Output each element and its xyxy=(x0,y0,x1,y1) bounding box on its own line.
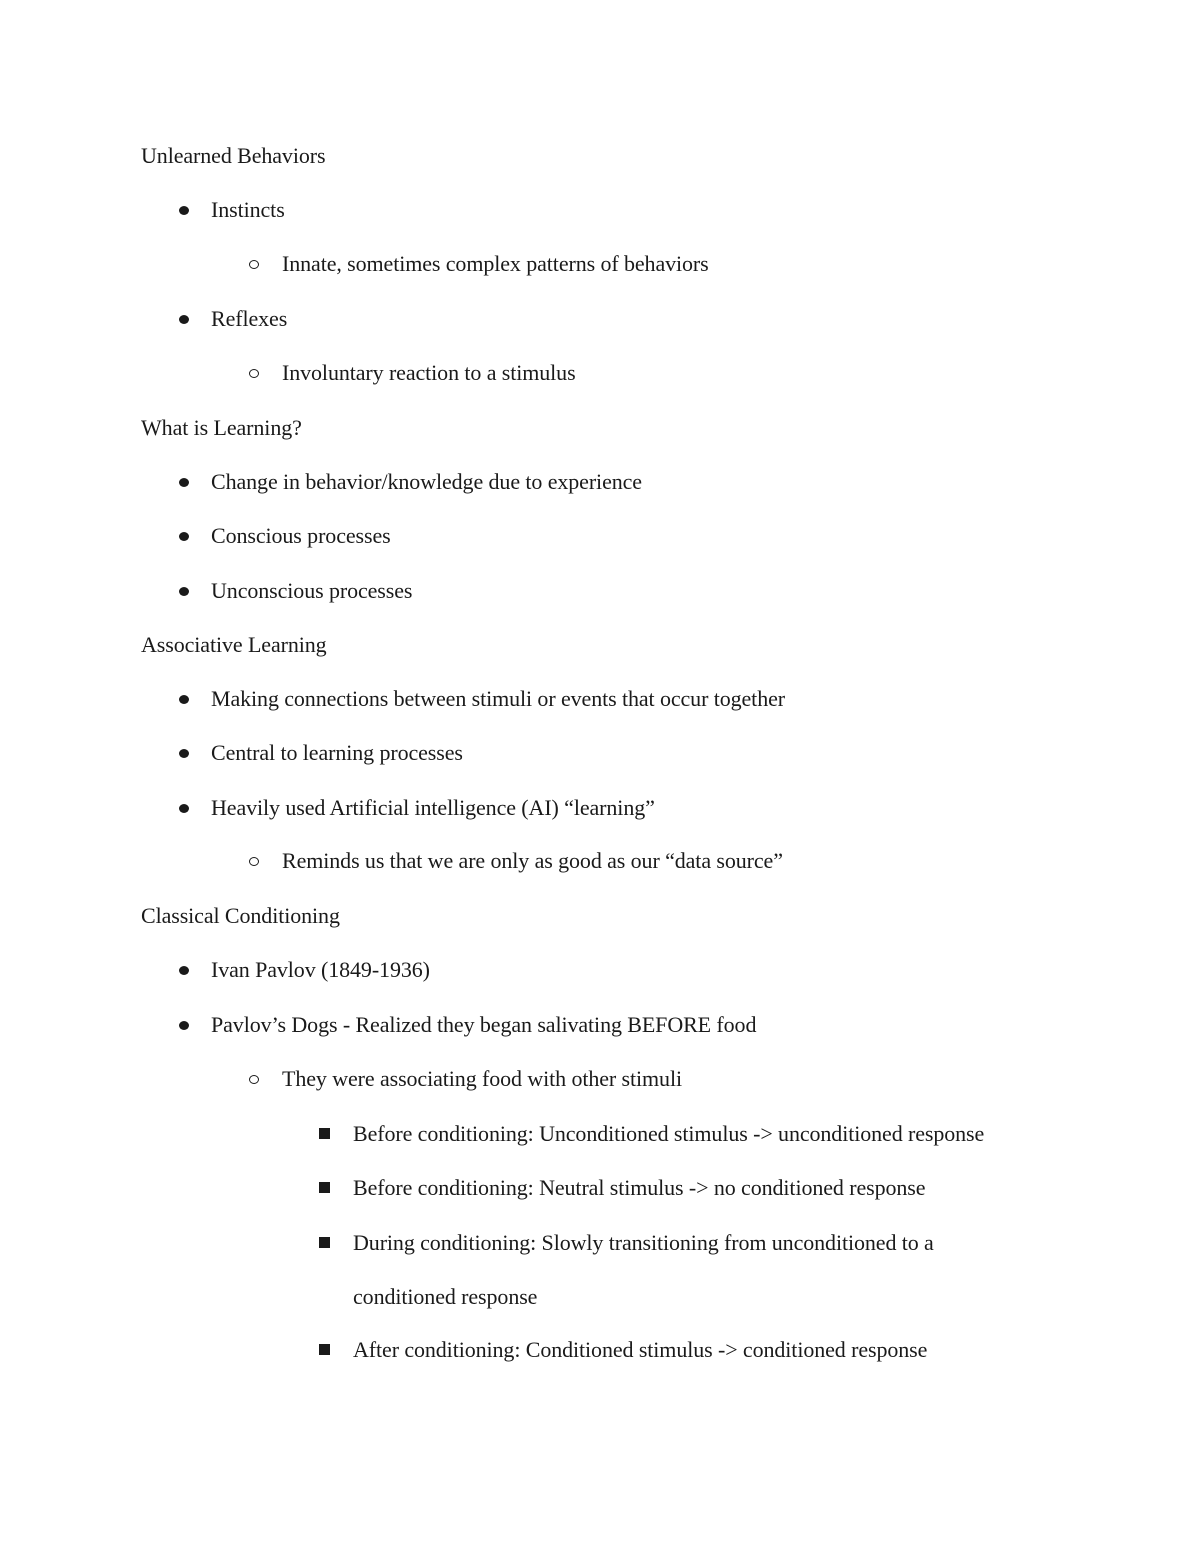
list-item: Ivan Pavlov (1849-1936) xyxy=(211,957,430,982)
section-heading: What is Learning? xyxy=(141,415,302,440)
list-item: Reflexes xyxy=(211,306,288,331)
list-item: During conditioning: Slowly transitioning from unconditioned to a xyxy=(353,1230,934,1255)
disc-bullet-icon xyxy=(179,749,189,758)
list-item: Conscious processes xyxy=(211,523,391,548)
list-item: Pavlov’s Dogs - Realized they began salivating BEFORE food xyxy=(211,1012,757,1037)
circle-bullet-icon xyxy=(249,260,259,269)
list-item: Heavily used Artificial intelligence (AI) “learning” xyxy=(211,795,655,820)
section-heading: Associative Learning xyxy=(141,632,327,657)
section-heading: Unlearned Behaviors xyxy=(141,143,326,168)
circle-bullet-icon xyxy=(249,369,259,378)
list-item: After conditioning: Conditioned stimulus -> conditioned response xyxy=(353,1337,928,1362)
list-item: Innate, sometimes complex patterns of behaviors xyxy=(282,251,709,276)
section-heading: Classical Conditioning xyxy=(141,903,340,928)
list-item: Change in behavior/knowledge due to experience xyxy=(211,469,642,494)
disc-bullet-icon xyxy=(179,1021,189,1030)
square-bullet-icon xyxy=(319,1182,330,1193)
list-item: Central to learning processes xyxy=(211,740,463,765)
disc-bullet-icon xyxy=(179,804,189,813)
square-bullet-icon xyxy=(319,1128,330,1139)
disc-bullet-icon xyxy=(179,532,189,541)
list-item: Instincts xyxy=(211,197,285,222)
disc-bullet-icon xyxy=(179,966,189,975)
square-bullet-icon xyxy=(319,1237,330,1248)
list-item: They were associating food with other stimuli xyxy=(282,1066,682,1091)
list-item: Making connections between stimuli or events that occur together xyxy=(211,686,785,711)
list-item: Before conditioning: Neutral stimulus -> no conditioned response xyxy=(353,1175,926,1200)
list-item: Involuntary reaction to a stimulus xyxy=(282,360,576,385)
square-bullet-icon xyxy=(319,1344,330,1355)
disc-bullet-icon xyxy=(179,206,189,215)
circle-bullet-icon xyxy=(249,857,259,866)
circle-bullet-icon xyxy=(249,1075,259,1084)
disc-bullet-icon xyxy=(179,587,189,596)
disc-bullet-icon xyxy=(179,315,189,324)
list-item: Reminds us that we are only as good as our “data source” xyxy=(282,848,783,873)
list-item-continuation: conditioned response xyxy=(353,1284,538,1309)
list-item: Before conditioning: Unconditioned stimulus -> unconditioned response xyxy=(353,1121,985,1146)
disc-bullet-icon xyxy=(179,695,189,704)
list-item: Unconscious processes xyxy=(211,578,413,603)
disc-bullet-icon xyxy=(179,478,189,487)
